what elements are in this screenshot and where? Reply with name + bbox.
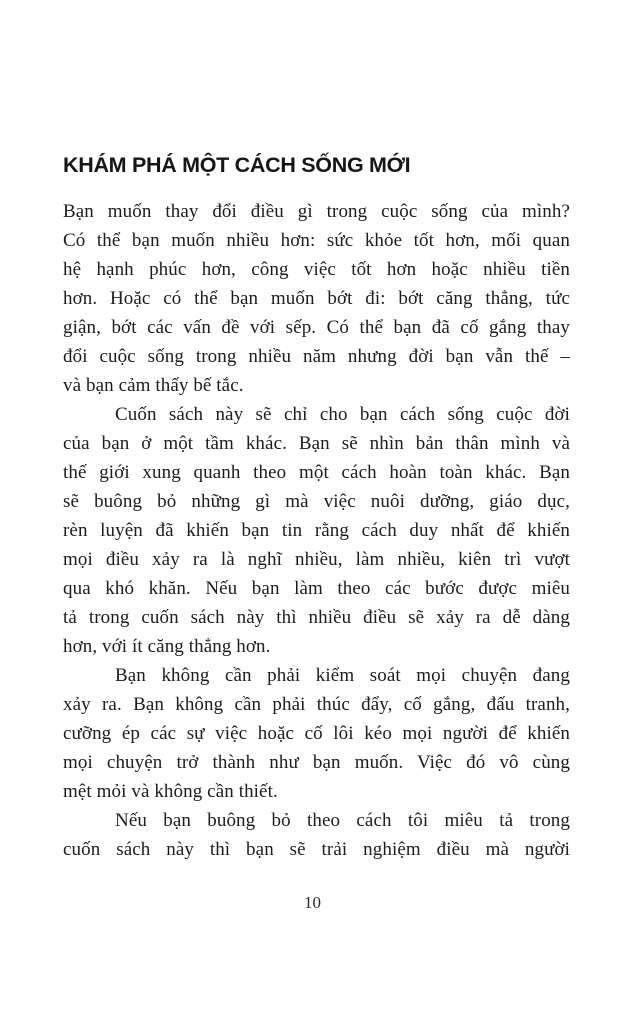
text-line: mọi điều xảy ra là nghĩ nhiều, làm nhiều, kiên trì vượt — [63, 549, 570, 570]
text-line: Cuốn sách này sẽ chỉ cho bạn cách sống cuộc đời — [115, 404, 570, 425]
text-line: mệt mỏi và không cần thiết. — [63, 781, 278, 802]
text-line: Bạn muốn thay đổi điều gì trong cuộc sống của mình? — [63, 201, 570, 222]
text-line: hệ hạnh phúc hơn, công việc tốt hơn hoặc nhiều tiền — [63, 259, 570, 280]
paragraph — [63, 197, 570, 400]
text-line: rèn luyện đã khiến bạn tin rằng cách duy nhất để khiến — [63, 520, 570, 541]
text-line: qua khó khăn. Nếu bạn làm theo các bước được miêu — [63, 578, 570, 599]
text-line: Nếu bạn buông bỏ theo cách tôi miêu tả trong — [115, 810, 570, 831]
text-line: Bạn không cần phải kiểm soát mọi chuyện đang — [115, 665, 570, 686]
body-text — [63, 197, 570, 864]
text-line: cưỡng ép các sự việc hoặc cố lôi kéo mọi người để khiến — [63, 723, 570, 744]
text-line: của bạn ở một tầm khác. Bạn sẽ nhìn bản thân mình và — [63, 433, 570, 454]
page-number: 10 — [304, 893, 321, 912]
text-line: hơn. Hoặc có thể bạn muốn bớt đi: bớt căng thẳng, tức — [63, 288, 570, 309]
text-line: đổi cuộc sống trong nhiều năm nhưng đời bạn vẫn thế – — [63, 346, 570, 367]
text-line: sẽ buông bỏ những gì mà việc nuôi dưỡng, giáo dục, — [63, 491, 570, 512]
text-line: mọi chuyện trở thành như bạn muốn. Việc đó vô cùng — [63, 752, 570, 773]
text-line: cuốn sách này thì bạn sẽ trải nghiệm điều mà người — [63, 839, 570, 860]
text-line: và bạn cảm thấy bế tắc. — [63, 375, 244, 396]
text-line: tả trong cuốn sách này thì nhiều điều sẽ xảy ra dễ dàng — [63, 607, 570, 628]
text-line: xảy ra. Bạn không cần phải thúc đẩy, cố gắng, đấu tranh, — [63, 694, 570, 715]
paragraph — [63, 661, 570, 806]
text-line: thế giới xung quanh theo một cách hoàn toàn khác. Bạn — [63, 462, 570, 483]
text-line: giận, bớt các vấn đề với sếp. Có thể bạn đã cố gắng thay — [63, 317, 570, 338]
paragraph — [63, 400, 570, 661]
paragraph — [63, 806, 570, 864]
text-line: hơn, với ít căng thẳng hơn. — [63, 636, 271, 657]
text-line: Có thể bạn muốn nhiều hơn: sức khỏe tốt hơn, mối quan — [63, 230, 570, 251]
chapter-title: KHÁM PHÁ MỘT CÁCH SỐNG MỚI — [63, 153, 411, 177]
